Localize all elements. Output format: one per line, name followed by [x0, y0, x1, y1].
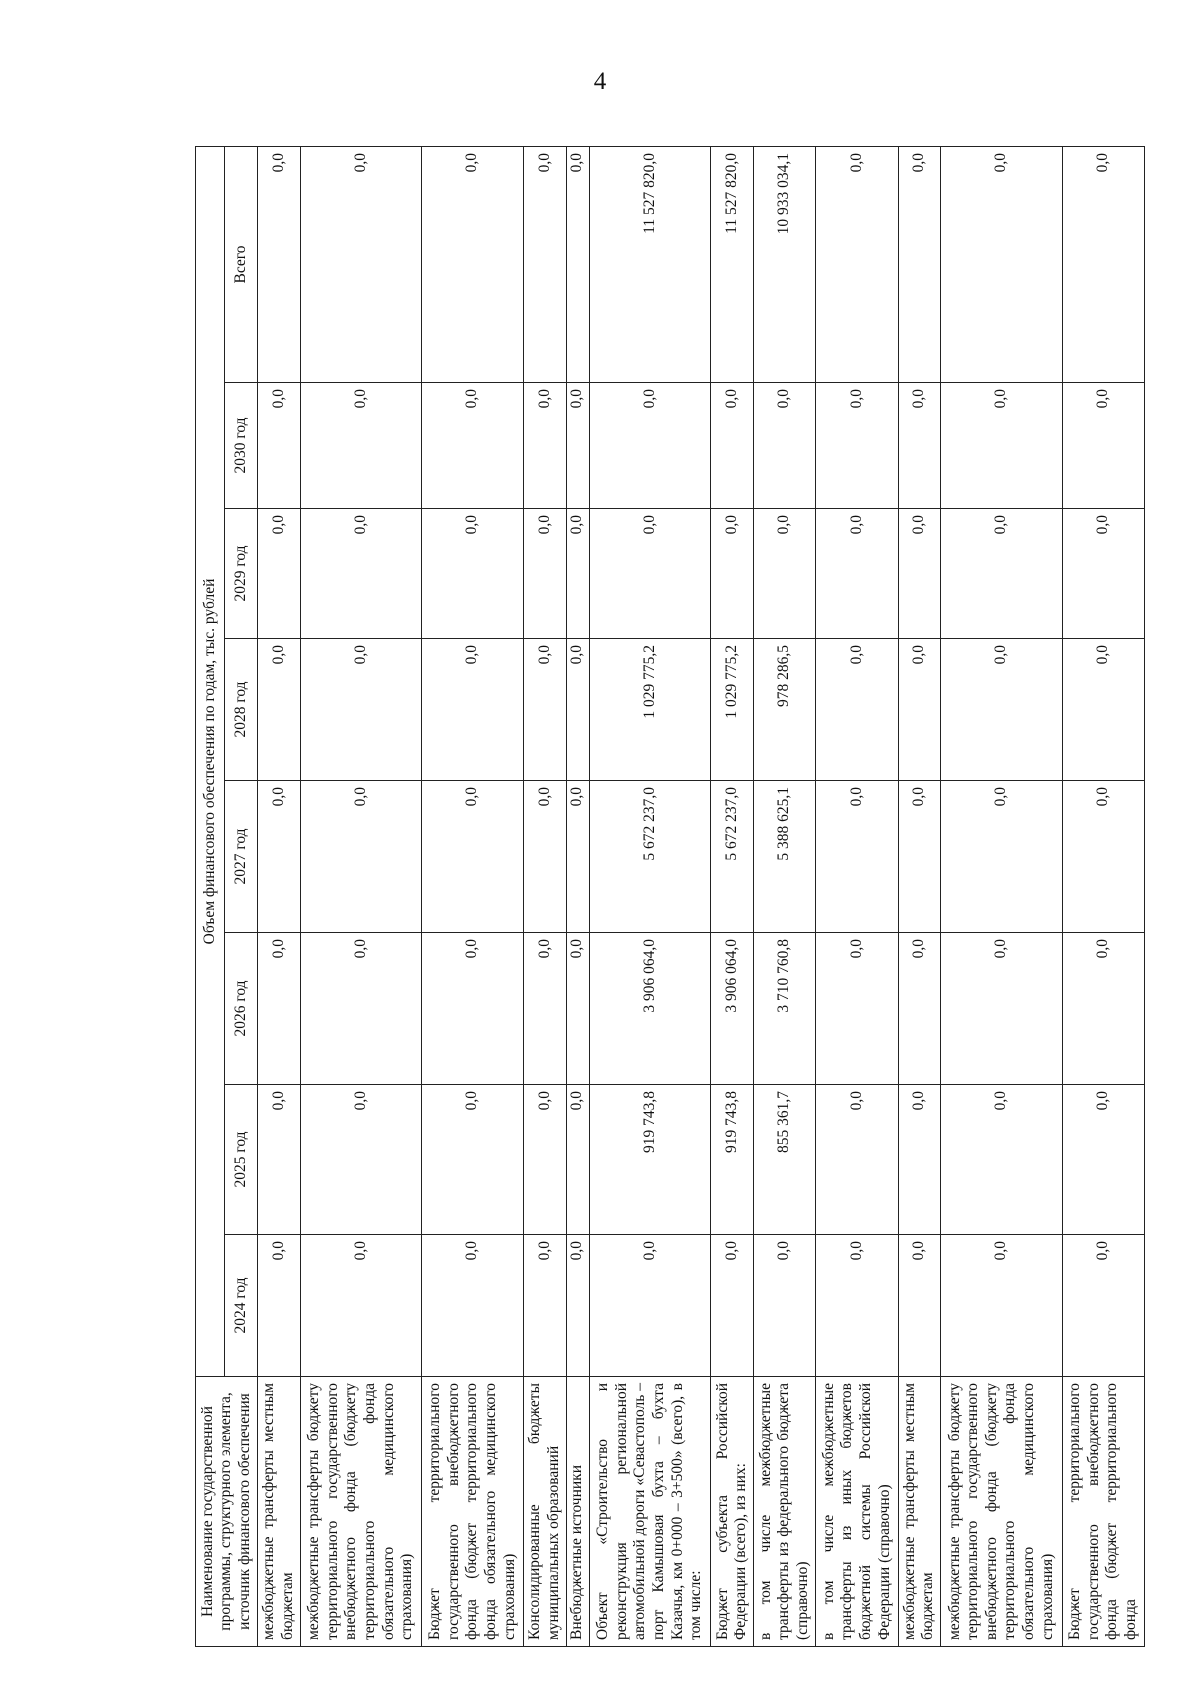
row-total-cell: 0,0 [524, 147, 567, 383]
row-total-cell: 0,0 [422, 147, 524, 383]
financing-table [195, 146, 1145, 1647]
row-value-cell: 5 672 237,0 [711, 781, 754, 933]
row-value-cell: 0,0 [524, 933, 567, 1085]
header-year: 2027 год [225, 781, 258, 933]
row-value-cell: 0,0 [1062, 639, 1144, 781]
row-total-cell: 0,0 [566, 147, 589, 383]
row-value-cell: 0,0 [1062, 509, 1144, 639]
header-row-group [196, 147, 225, 1647]
row-value-cell: 0,0 [524, 781, 567, 933]
row-value-cell: 0,0 [1062, 383, 1144, 509]
row-value-cell: 0,0 [816, 933, 898, 1085]
table-row [300, 147, 422, 1647]
row-label: Бюджет территориального государственного внебюджетного фонда (бюджет территориального фонда [1062, 1377, 1144, 1647]
row-value-cell: 1 029 775,2 [711, 639, 754, 781]
row-value-cell: 0,0 [941, 933, 1063, 1085]
row-value-cell: 0,0 [566, 509, 589, 639]
row-value-cell: 5 672 237,0 [589, 781, 711, 933]
row-total-cell: 10 933 034,1 [753, 147, 815, 383]
row-value-cell: 0,0 [816, 1235, 898, 1377]
row-value-cell: 0,0 [258, 509, 301, 639]
row-value-cell: 0,0 [422, 383, 524, 509]
row-label: Бюджет субъекта Российской Федерации (всего), из них: [711, 1377, 754, 1647]
row-value-cell: 0,0 [566, 383, 589, 509]
row-value-cell: 0,0 [898, 781, 941, 933]
header-year: 2028 год [225, 639, 258, 781]
row-value-cell: 0,0 [300, 781, 422, 933]
row-value-cell: 0,0 [1062, 933, 1144, 1085]
row-value-cell: 0,0 [898, 509, 941, 639]
table-row [422, 147, 524, 1647]
table-row [566, 147, 589, 1647]
row-value-cell: 0,0 [524, 509, 567, 639]
page-number: 4 [593, 68, 607, 95]
row-total-cell: 0,0 [258, 147, 301, 383]
row-value-cell: 0,0 [816, 639, 898, 781]
row-label: в том числе межбюджетные трансферты из иных бюджетов бюджетной системы Российской Федерации (справочно) [816, 1377, 898, 1647]
row-label: Бюджет территориального государственного внебюджетного фонда (бюджет территориального фонда обязательного медицинского страхования) [422, 1377, 524, 1647]
row-label: межбюджетные трансферты бюджету территориального государственного внебюджетного фонда (бюджету территориального фонда обязательного медицинского страхования) [941, 1377, 1063, 1647]
header-year: 2026 год [225, 933, 258, 1085]
row-value-cell: 1 029 775,2 [589, 639, 711, 781]
row-value-cell: 0,0 [753, 383, 815, 509]
row-value-cell: 0,0 [898, 933, 941, 1085]
row-value-cell: 0,0 [589, 383, 711, 509]
row-value-cell: 0,0 [300, 639, 422, 781]
row-total-cell: 0,0 [816, 147, 898, 383]
row-value-cell: 0,0 [524, 639, 567, 781]
row-value-cell: 0,0 [711, 509, 754, 639]
row-value-cell: 0,0 [941, 383, 1063, 509]
header-funding-group: Объем финансового обеспечения по годам, тыс. рублей [196, 147, 225, 1377]
row-value-cell: 0,0 [422, 639, 524, 781]
row-label: в том числе межбюджетные трансферты из федерального бюджета (справочно) [753, 1377, 815, 1647]
row-value-cell: 3 906 064,0 [711, 933, 754, 1085]
table-row [589, 147, 711, 1647]
header-year: 2029 год [225, 509, 258, 639]
row-value-cell: 0,0 [258, 383, 301, 509]
row-value-cell: 0,0 [898, 383, 941, 509]
row-value-cell: 5 388 625,1 [753, 781, 815, 933]
header-total: Всего [225, 147, 258, 383]
row-value-cell: 0,0 [524, 1235, 567, 1377]
row-value-cell: 0,0 [753, 1235, 815, 1377]
table-row [753, 147, 815, 1647]
table-row [816, 147, 898, 1647]
header-year: 2025 год [225, 1085, 258, 1235]
row-value-cell: 0,0 [941, 1235, 1063, 1377]
row-total-cell: 11 527 820,0 [589, 147, 711, 383]
row-value-cell: 0,0 [589, 509, 711, 639]
row-value-cell: 0,0 [941, 639, 1063, 781]
row-value-cell: 0,0 [816, 1085, 898, 1235]
row-value-cell: 0,0 [898, 1235, 941, 1377]
row-value-cell: 0,0 [566, 639, 589, 781]
row-value-cell: 0,0 [816, 781, 898, 933]
row-label: Объект «Строительство и реконструкция региональной автомобильной дороги «Севастополь – порт Камышовая бухта – бухта Казачья, км 0+000 – 3+500» (всего), в том числе: [589, 1377, 711, 1647]
row-value-cell: 0,0 [258, 1085, 301, 1235]
row-value-cell: 0,0 [711, 383, 754, 509]
row-label: Внебюджетные источники [566, 1377, 589, 1647]
row-value-cell: 0,0 [566, 781, 589, 933]
financing-table-rotated [195, 147, 1145, 1647]
row-value-cell: 0,0 [941, 781, 1063, 933]
row-value-cell: 0,0 [300, 933, 422, 1085]
row-value-cell: 0,0 [711, 1235, 754, 1377]
table-row [1062, 147, 1144, 1647]
row-value-cell: 0,0 [524, 1085, 567, 1235]
row-value-cell: 0,0 [566, 1235, 589, 1377]
row-value-cell: 0,0 [941, 509, 1063, 639]
row-value-cell: 919 743,8 [711, 1085, 754, 1235]
table-row [711, 147, 754, 1647]
header-year: 2024 год [225, 1235, 258, 1377]
row-label: межбюджетные трансферты местным бюджетам [258, 1377, 301, 1647]
header-name-column: Наименование государственной программы, структурного элемента, источник финансового обеспечения [196, 1377, 258, 1647]
row-value-cell: 0,0 [566, 1085, 589, 1235]
table-row [258, 147, 301, 1647]
row-label: межбюджетные трансферты местным бюджетам [898, 1377, 941, 1647]
row-value-cell: 855 361,7 [753, 1085, 815, 1235]
row-value-cell: 978 286,5 [753, 639, 815, 781]
table-row [524, 147, 567, 1647]
row-value-cell: 0,0 [566, 933, 589, 1085]
row-value-cell: 0,0 [898, 639, 941, 781]
row-value-cell: 0,0 [422, 1235, 524, 1377]
row-total-cell: 0,0 [1062, 147, 1144, 383]
row-label: межбюджетные трансферты бюджету территориального государственного внебюджетного фонда (бюджету территориального фонда обязательного медицинского страхования) [300, 1377, 422, 1647]
row-value-cell: 0,0 [1062, 1235, 1144, 1377]
row-value-cell: 0,0 [300, 509, 422, 639]
row-value-cell: 0,0 [300, 383, 422, 509]
row-value-cell: 0,0 [524, 383, 567, 509]
row-value-cell: 0,0 [1062, 781, 1144, 933]
row-total-cell: 0,0 [941, 147, 1063, 383]
row-label: Консолидированные бюджеты муниципальных образований [524, 1377, 567, 1647]
row-value-cell: 0,0 [753, 509, 815, 639]
row-value-cell: 3 710 760,8 [753, 933, 815, 1085]
row-value-cell: 0,0 [422, 1085, 524, 1235]
row-value-cell: 0,0 [941, 1085, 1063, 1235]
table-row [898, 147, 941, 1647]
row-total-cell: 11 527 820,0 [711, 147, 754, 383]
row-value-cell: 0,0 [258, 781, 301, 933]
row-value-cell: 0,0 [422, 781, 524, 933]
row-total-cell: 0,0 [898, 147, 941, 383]
row-value-cell: 0,0 [589, 1235, 711, 1377]
row-value-cell: 3 906 064,0 [589, 933, 711, 1085]
row-value-cell: 0,0 [816, 509, 898, 639]
row-value-cell: 919 743,8 [589, 1085, 711, 1235]
row-value-cell: 0,0 [816, 383, 898, 509]
row-total-cell: 0,0 [300, 147, 422, 383]
table-body [258, 147, 1145, 1647]
header-year: 2030 год [225, 383, 258, 509]
row-value-cell: 0,0 [258, 639, 301, 781]
row-value-cell: 0,0 [258, 1235, 301, 1377]
row-value-cell: 0,0 [258, 933, 301, 1085]
row-value-cell: 0,0 [422, 509, 524, 639]
row-value-cell: 0,0 [1062, 1085, 1144, 1235]
table-row [941, 147, 1063, 1647]
row-value-cell: 0,0 [422, 933, 524, 1085]
row-value-cell: 0,0 [300, 1235, 422, 1377]
row-value-cell: 0,0 [300, 1085, 422, 1235]
row-value-cell: 0,0 [898, 1085, 941, 1235]
